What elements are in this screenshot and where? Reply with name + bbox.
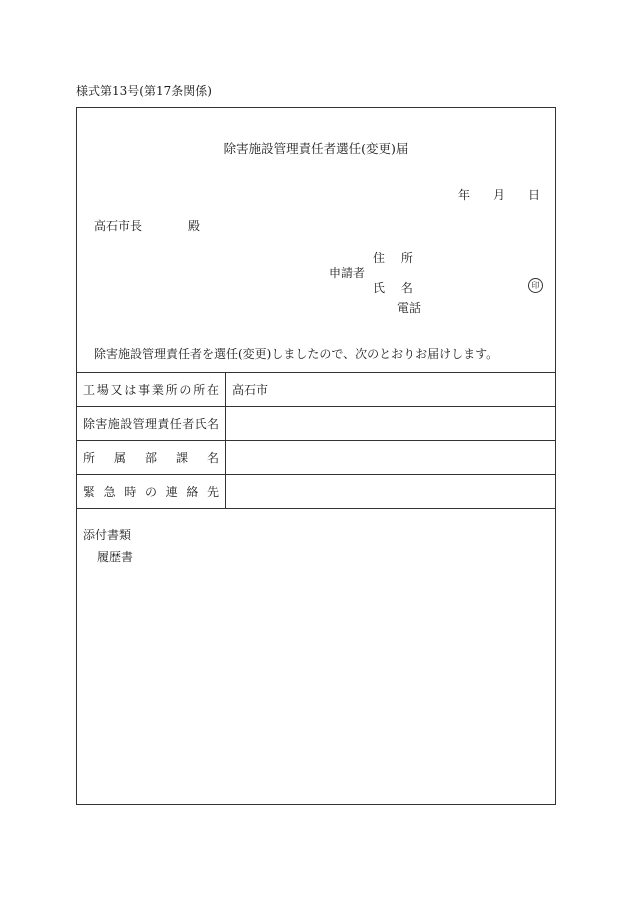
details-table bbox=[77, 372, 555, 509]
form-number-label: 様式第13号(第17条関係) bbox=[76, 84, 212, 98]
table-row bbox=[77, 475, 555, 509]
attachments-heading: 添付書類 bbox=[83, 528, 132, 542]
name-label: 氏 名 bbox=[373, 281, 419, 295]
honorific: 殿 bbox=[188, 219, 201, 233]
row-label-department: 所属部課名 bbox=[77, 441, 226, 474]
row-label-location: 工場又は事業所の所在 bbox=[77, 373, 226, 406]
phone-label: 電話 bbox=[397, 301, 422, 315]
seal-mark-icon: 印 bbox=[528, 278, 543, 293]
row-value-manager-name[interactable] bbox=[226, 407, 555, 440]
notification-statement: 除害施設管理責任者を選任(変更)しましたので、次のとおりお届けします。 bbox=[94, 347, 499, 361]
attachment-item: 履歴書 bbox=[97, 550, 134, 564]
address-label: 住 所 bbox=[373, 251, 419, 265]
applicant-label: 申請者 bbox=[329, 266, 366, 280]
row-label-manager-name: 除害施設管理責任者氏名 bbox=[77, 407, 226, 440]
addressee: 高石市長 bbox=[94, 219, 143, 233]
form-title: 除害施設管理責任者選任(変更)届 bbox=[223, 141, 409, 156]
row-value-location[interactable]: 高石市 bbox=[232, 383, 269, 397]
row-label-emergency-contact: 緊急時の連絡先 bbox=[77, 475, 226, 508]
date-month-label: 月 bbox=[493, 188, 506, 202]
row-value-department[interactable] bbox=[226, 441, 555, 474]
row-value-emergency-contact[interactable] bbox=[226, 475, 555, 508]
form-frame bbox=[76, 107, 556, 805]
table-row bbox=[77, 407, 555, 441]
date-day-label: 日 bbox=[528, 188, 541, 202]
date-year-label: 年 bbox=[458, 188, 471, 202]
table-row bbox=[77, 373, 555, 407]
table-row bbox=[77, 441, 555, 475]
